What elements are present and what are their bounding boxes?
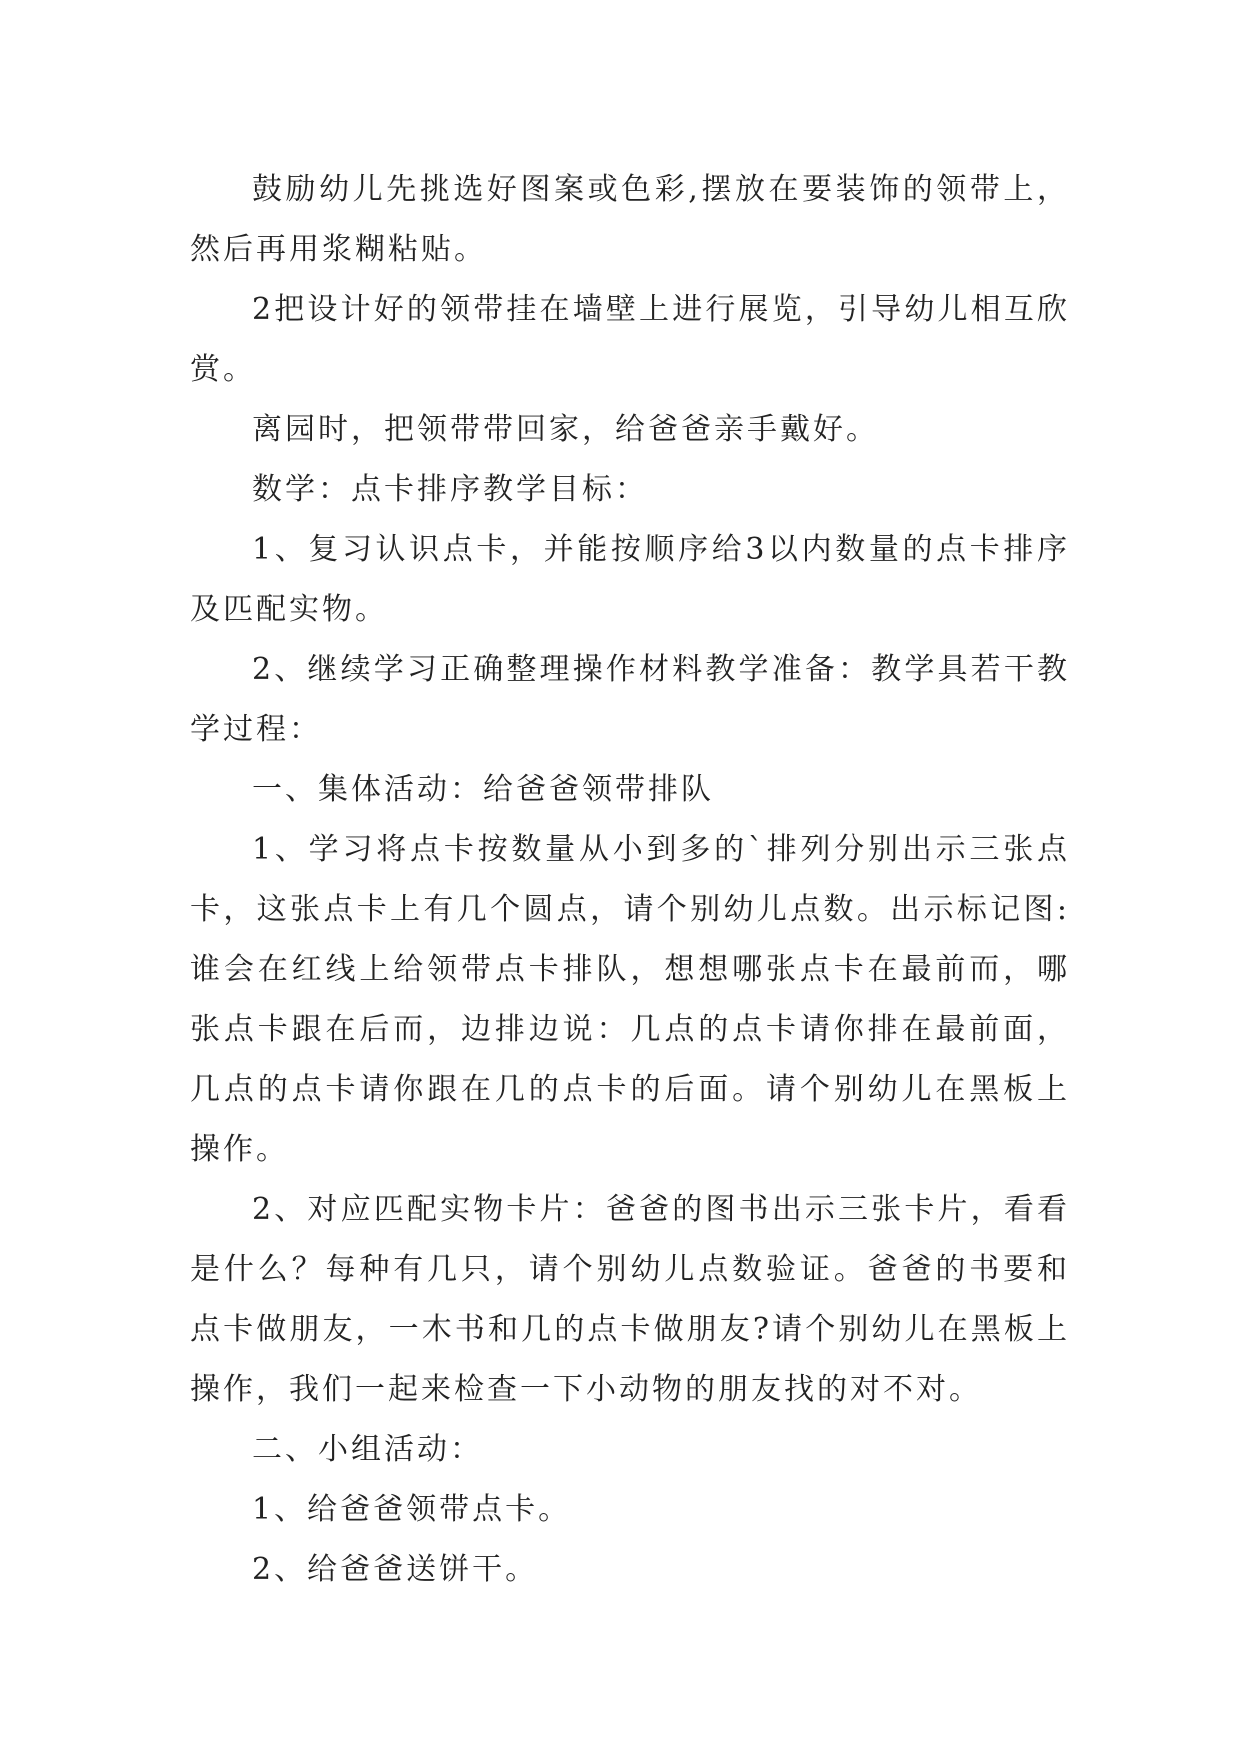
paragraph: 鼓励幼儿先挑选好图案或色彩,摆放在要装饰的领带上，然后再用浆糊粘贴。: [190, 172, 1070, 267]
paragraph: 2、对应匹配实物卡片：爸爸的图书出示三张卡片，看看是什么？每种有几只，请个别幼儿点数验证。爸爸的书要和点卡做朋友，一木书和几的点卡做朋友?请个别幼儿在黑板上操作，我们一起来检查一下小动物的朋友找的对不对。: [190, 1192, 1070, 1407]
paragraph: 2、给爸爸送饼干。: [252, 1552, 539, 1587]
paragraph: 1、给爸爸领带点卡。: [252, 1492, 572, 1527]
paragraph: 2把设计好的领带挂在墙壁上进行展览，引导幼儿相互欣赏。: [190, 292, 1070, 387]
section-heading: 数学：点卡排序教学目标：: [252, 472, 648, 507]
document-body: [190, 160, 1070, 1600]
section-heading: 二、小组活动：: [252, 1432, 483, 1467]
paragraph: 1、学习将点卡按数量从小到多的`排列分别出示三张点卡，这张点卡上有几个圆点，请个别幼儿点数。出示标记图:谁会在红线上给领带点卡排队，想想哪张点卡在最前而，哪张点卡跟在后而，边排边说：几点的点卡请你排在最前面，几点的点卡请你跟在几的点卡的后面。请个别幼儿在黑板上操作。: [190, 832, 1070, 1167]
section-heading: 一、集体活动：给爸爸领带排队: [252, 772, 714, 807]
paragraph: 1、复习认识点卡，并能按顺序给3以内数量的点卡排序及匹配实物。: [190, 532, 1070, 627]
paragraph: 2、继续学习正确整理操作材料教学准备：教学具若干教学过程：: [190, 652, 1070, 747]
paragraph: 离园时，把领带带回家，给爸爸亲手戴好。: [252, 412, 879, 447]
